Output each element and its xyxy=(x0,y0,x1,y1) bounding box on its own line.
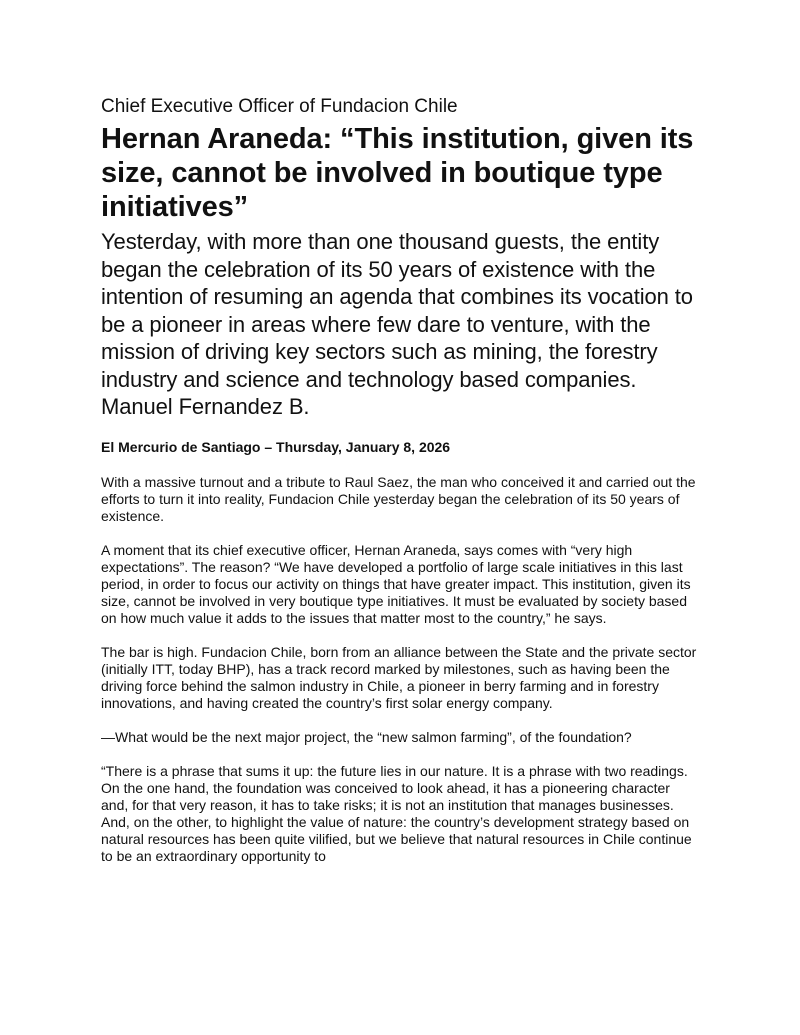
article-page xyxy=(101,96,701,882)
article-paragraph-5: “There is a phrase that sums it up: the future lies in our nature. It is a phrase with two readings. On the one hand, the foundation was conceived to look ahead, it has a pioneering character and, for that very reason, it has to take risks; it is not an institution that manages businesses. And, on the other, to highlight the value of nature: the country’s development strategy based on natural resources has been quite vilified, but we believe that natural resources in Chile continue to be an extraordinary opportunity to xyxy=(101,762,692,864)
article-question: —What would be the next major project, the “new salmon farming”, of the foundation? xyxy=(101,728,632,745)
article-kicker: Chief Executive Officer of Fundacion Chile xyxy=(101,96,458,117)
article-deck: Yesterday, with more than one thousand guests, the entity began the celebration of its 50 years of existence with the intention of resuming an agenda that combines its vocation to be a pioneer in areas where few dare to venture, with the mission of driving key sectors such as mining, the forestry industry and science and technology based companies. Manuel Fernandez B. xyxy=(101,229,693,419)
article-paragraph-2: A moment that its chief executive officer, Hernan Araneda, says comes with “very high expectations”. The reason? “We have developed a portfolio of large scale initiatives in this last period, in order to focus our activity on things that have greater impact. This institution, given its size, cannot be involved in very boutique type initiatives. It must be evaluated by society based on how much value it adds to the issues that matter most to the country,” he says. xyxy=(101,541,691,626)
article-paragraph-1: With a massive turnout and a tribute to Raul Saez, the man who conceived it and carried out the efforts to turn it into reality, Fundacion Chile yesterday began the celebration of its 50 years of existence. xyxy=(101,473,696,524)
article-paragraph-3: The bar is high. Fundacion Chile, born from an alliance between the State and the private sector (initially ITT, today BHP), has a track record marked by milestones, such as having been the driving force behind the salmon industry in Chile, a pioneer in berry farming and in forestry innovations, and having created the country’s first solar energy company. xyxy=(101,643,697,711)
article-byline: El Mercurio de Santiago – Thursday, January 8, 2026 xyxy=(101,438,451,455)
article-headline: Hernan Araneda: “This institution, given its size, cannot be involved in boutique type initiatives” xyxy=(101,123,694,223)
